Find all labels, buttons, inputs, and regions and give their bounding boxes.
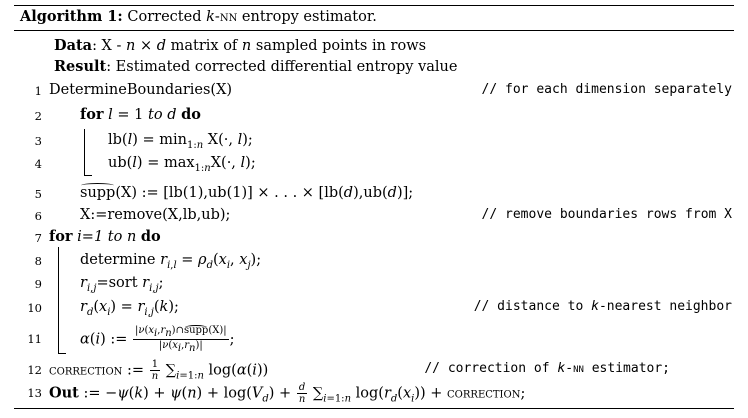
line-code: $lb(l) = \min_{1:n} X(\cdot$, l);: [108, 132, 253, 151]
line-code: α(i) := $\frac{|\nu(x_i,r_n)\cap supp(X)|}{|\nu(x_i,r_n)|}$ ;: [80, 325, 235, 354]
line-number: 9: [34, 277, 42, 291]
line-number: 12: [27, 363, 42, 377]
line-number: 5: [34, 187, 42, 201]
line-code: determine $r_{i,l} = \rho_d(x_i$, $x_j$);: [80, 252, 262, 271]
data-content: Data: X - n × d matrix of n sampled points in rows: [54, 37, 427, 54]
loop-bracket: [84, 129, 85, 175]
algo-line-12: [14, 359, 734, 382]
algo-line-6: [14, 205, 734, 225]
algo-line-13: [14, 382, 734, 405]
line-number: 2: [34, 109, 42, 123]
algo-line-5: [14, 183, 734, 203]
line-code: supp(X) := [lb(1),ub(1)] × . . . × [lb(d),ub(d)];: [80, 185, 414, 201]
bottom-rule: [14, 408, 734, 409]
line-code: for l = 1 to d do: [80, 106, 201, 123]
top-rule: [14, 5, 734, 6]
algo-line-9: [14, 273, 734, 293]
line-number: 11: [27, 332, 42, 346]
algo-line-2: [14, 105, 734, 125]
line-number: 13: [27, 386, 42, 400]
one-over-n: $\frac{1}{n}$: [151, 359, 159, 382]
algorithm-title-label: Algorithm 1:: [20, 8, 123, 25]
title-rule: [14, 30, 734, 31]
result-content: Result: Estimated corrected differential entropy value: [54, 58, 458, 75]
algorithm-title-text: Corrected k-nn entropy estimator.: [127, 9, 377, 25]
line-number: 3: [34, 134, 42, 148]
line-number: 10: [27, 301, 42, 315]
alpha-fraction: $\frac{|\nu(x_i,r_n)\cap supp(X)|}{|\nu(x_i,r_n)|}$: [135, 325, 227, 354]
algo-line-11: [14, 325, 734, 354]
line-number: 6: [34, 209, 42, 223]
line-code: Out := $-\psi(k) + \psi(n) + \log(V_d)$ + $\frac{d}{n}$ $\sum_{i=1:n}$ $\log(r_d(x_i))$ + correction;: [49, 382, 526, 405]
line-number: 7: [34, 231, 42, 245]
algo-line-1: [14, 80, 734, 100]
data-line: [14, 36, 734, 56]
line-code: DetermineBoundaries(X): [49, 82, 233, 98]
result-label: Result: [54, 58, 107, 75]
algo-line-7: [14, 227, 734, 247]
line-number: 4: [34, 157, 42, 171]
algorithm-box: [14, 5, 734, 411]
line-number: 8: [34, 254, 42, 268]
line-comment: // for each dimension separately: [481, 82, 732, 97]
loop-bracket-end: [84, 175, 92, 176]
line-code: $r_d(x_i) = r_{i,j}(k)$;: [80, 299, 179, 318]
algorithm-title: [20, 7, 740, 27]
loop-bracket-end: [58, 353, 66, 354]
d-over-n: $\frac{d}{n}$: [298, 382, 306, 405]
line-code: correction := $\frac{1}{n}$ $\sum_{i=1:n}$ log(α(i)): [49, 359, 269, 382]
data-label: Data: [54, 37, 93, 54]
algo-line-10: [14, 297, 734, 317]
line-number: 1: [34, 84, 42, 98]
result-line: [14, 57, 734, 77]
line-comment: // correction of k-nn estimator;: [424, 361, 670, 376]
line-comment: // distance to k-nearest neighbor: [473, 299, 732, 314]
line-code: $ub(l) = \max_{1:n}X(\cdot$, l);: [108, 155, 256, 174]
algo-line-3: [14, 130, 734, 150]
line-code: X:=remove(X,lb,ub);: [80, 207, 231, 223]
loop-bracket: [58, 247, 59, 353]
algo-line-4: [14, 153, 734, 173]
line-code: for i=1 to n do: [49, 228, 161, 245]
line-comment: // remove boundaries rows from X: [481, 207, 732, 222]
algo-line-8: [14, 250, 734, 270]
line-code: $r_{i,j}=sort$ $r_{i,j}$;: [80, 275, 164, 294]
